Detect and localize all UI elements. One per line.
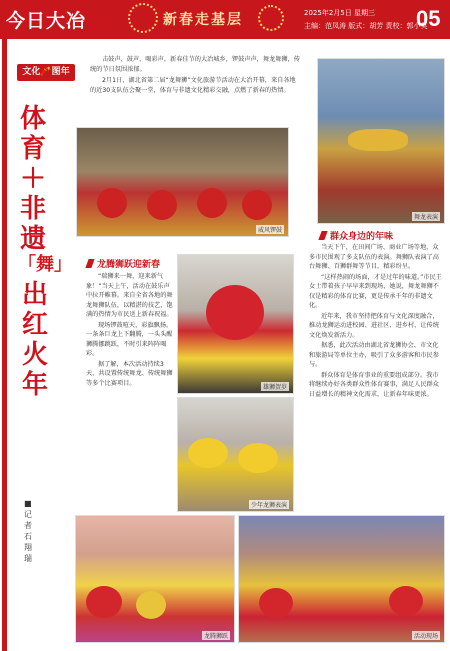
byline: ■记者 石翔瑞 [24,499,32,563]
paragraph: “这样热闹的场面，才是过年的味道。”市民王女士带着孩子早早来到现场，她说，舞龙舞狮不仅是精彩的体育比赛，更是传承千年的非遗文化。 [309,273,442,309]
headline-line-2 [18,250,72,400]
photo-drum-performance [76,127,289,237]
paragraph: 当天下午，在田间广场、商业广场等地，众多市民围观了多支队伍的表演。舞狮队表演了高台舞狮、百狮群舞等节目，精彩纷呈。 [309,244,439,270]
subheading-text: 龙腾狮跃迎新春 [97,260,161,270]
headline-char: 年 [21,370,48,400]
issue-date: 2025年2月5日 星期三 [304,9,375,17]
paragraph: “瑞狮来一舞，迎来新气象！”当天上午，活动在鼓乐声中拉开帷幕。来自全省各地的舞龙舞狮队伍，以精湛的技艺、饱满的热情为市民送上新春祝福。 [86,273,173,318]
paragraph: 群众体育是体育事业的重要组成部分。我市将继续办好各类群众性体育赛事，满足人民群众日益增长的精神文化需求，让新春年味更浓。 [309,371,439,398]
firework-decoration [258,5,284,31]
lead-paragraph: 2月1日，湖北省第二届“龙舞狮”文化旅游节活动在大冶开幕，来自各地的近30支队伍会聚一堂，体育与非遗文化精彩交融，点燃了新春的热情。 [90,77,296,94]
editor-credits: 主编：范凤涛 版式：胡芳 责校：郭小英 [304,22,428,30]
left-accent-bar [2,39,7,651]
headline-char: 火 [21,340,48,370]
subheading-dragon-lion [87,257,160,270]
headline-char: 非 [19,194,46,224]
photo-caption: 威风锣鼓 [257,227,282,234]
lead-text [90,55,300,97]
photo-caption: 舞龙表演 [413,214,438,221]
headline-char: 育 [19,134,46,164]
photo-caption: 雄狮贺岁 [262,384,287,391]
paragraph: 现场锣鼓喧天，彩旗飘扬。一条条巨龙上下翻腾，一头头醒狮腾挪跳跃，不时引来阵阵喝彩。 [86,321,173,357]
subheading-text: 群众身边的年味 [330,232,394,242]
section-title: 新春走基层 [163,12,243,28]
page-number: 05 [416,6,441,31]
photo-lion-dance [177,254,294,394]
headline-char: 体 [19,104,46,134]
photo-event-venue [238,515,445,643]
photo-dragon-dance [317,58,445,224]
photo-caption: 龙腾狮跃 [203,633,228,640]
headline-char: 遗 [19,224,46,254]
subheading-festive-flavor [320,229,393,242]
column-badge: 文化🧨图年 [17,64,75,81]
masthead-logo: 今日大冶 [6,10,87,32]
firework-decoration [128,3,158,33]
headline-char: 出 [21,280,48,310]
page-header [0,0,450,39]
headline-line-1 [16,104,50,254]
headline-char: ＋ [19,164,46,194]
article-column-1 [86,272,174,389]
photo-youth-lion-dance [177,397,294,512]
photo-caption: 活动现场 [413,633,438,640]
article-column-2 [309,243,443,400]
lead-paragraph: 击鼓声、鼓声、喝彩声，新春佳节的大冶城乡，锣鼓声声，舞龙舞狮，传统的节日氛围浓郁。 [90,56,300,73]
photo-dragons-and-lions [75,515,235,643]
paragraph: 近年来，我市坚持把体育与文化深度融合，推动龙狮运动进校园、进社区、进乡村，让传统文化焕发新活力。 [309,312,439,339]
paragraph: 据了解，本次活动持续3天，共设置传统舞龙、传统舞狮等多个比赛项目。 [86,360,173,387]
headline-char: 「舞」 [18,254,72,275]
photo-caption: 少年龙狮表演 [250,502,287,509]
headline-char: 红 [21,310,48,340]
paragraph: 据悉，此次活动由湖北省龙狮协会、市文化和旅游局等单位主办，吸引了众多游客和市民参与。 [309,342,439,368]
